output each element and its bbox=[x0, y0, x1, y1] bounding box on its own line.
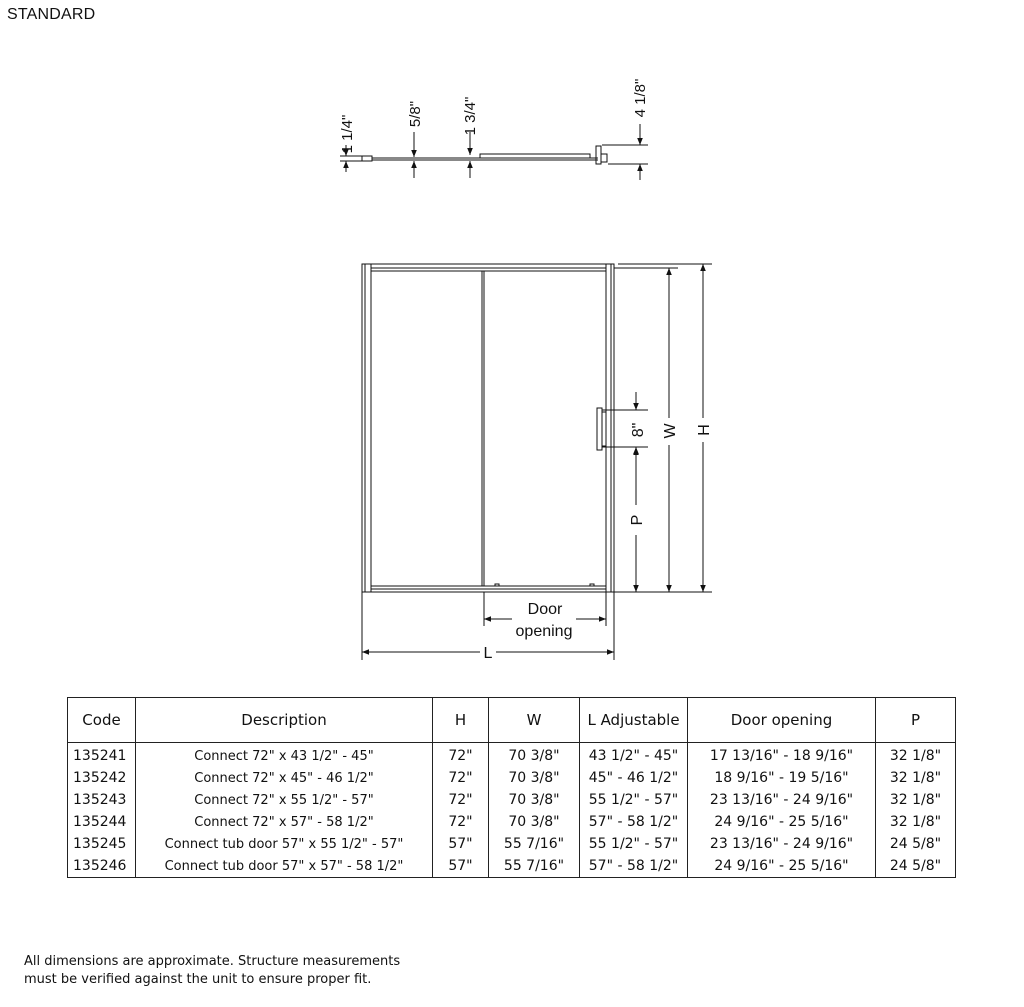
w-label: W bbox=[662, 423, 679, 439]
cell-h: 57" bbox=[433, 855, 489, 878]
dim-5-8-label: 5/8" bbox=[407, 100, 424, 128]
cell-description: Connect 72" x 55 1/2" - 57" bbox=[136, 789, 433, 811]
cell-w: 70 3/8" bbox=[489, 789, 580, 811]
cell-door-opening: 23 13/16" - 24 9/16" bbox=[688, 789, 876, 811]
cell-w: 55 7/16" bbox=[489, 833, 580, 855]
cell-p: 24 5/8" bbox=[876, 833, 956, 855]
disclaimer-line-1: All dimensions are approximate. Structure measurements bbox=[24, 954, 401, 969]
cell-description: Connect 72" x 43 1/2" - 45" bbox=[136, 743, 433, 768]
cell-l: 45" - 46 1/2" bbox=[580, 767, 688, 789]
cell-description: Connect 72" x 57" - 58 1/2" bbox=[136, 811, 433, 833]
cell-l: 55 1/2" - 57" bbox=[580, 833, 688, 855]
cell-p: 32 1/8" bbox=[876, 743, 956, 768]
door-opening-label-line1: Door bbox=[527, 601, 563, 618]
cell-l: 43 1/2" - 45" bbox=[580, 743, 688, 768]
cell-w: 70 3/8" bbox=[489, 767, 580, 789]
cell-description: Connect tub door 57" x 57" - 58 1/2" bbox=[136, 855, 433, 878]
page-title: STANDARD bbox=[7, 6, 96, 23]
cell-w: 55 7/16" bbox=[489, 855, 580, 878]
disclaimer-line-2: must be verified against the unit to ensure proper fit. bbox=[24, 972, 372, 987]
cell-code: 135241 bbox=[68, 743, 136, 768]
handle-profile bbox=[596, 146, 601, 164]
cell-code: 135245 bbox=[68, 833, 136, 855]
dim-4-1-8-label: 4 1/8" bbox=[632, 78, 649, 118]
cell-code: 135244 bbox=[68, 811, 136, 833]
header-h: H bbox=[433, 698, 489, 743]
top-rail bbox=[371, 268, 606, 271]
cell-p: 32 1/8" bbox=[876, 767, 956, 789]
cell-door-opening: 24 9/16" - 25 5/16" bbox=[688, 811, 876, 833]
cell-code: 135246 bbox=[68, 855, 136, 878]
door-panel-profile bbox=[480, 154, 590, 158]
dim-1-1-4-label: 1 1/4" bbox=[339, 114, 356, 154]
table-row bbox=[68, 855, 956, 878]
top-view bbox=[340, 124, 648, 180]
cell-p: 32 1/8" bbox=[876, 811, 956, 833]
left-profile bbox=[362, 156, 372, 161]
cell-h: 72" bbox=[433, 767, 489, 789]
cell-h: 72" bbox=[433, 811, 489, 833]
door-handle bbox=[597, 408, 602, 450]
header-l-adjustable: L Adjustable bbox=[580, 698, 688, 743]
table-row bbox=[68, 789, 956, 811]
dim-1-3-4-label: 1 3/4" bbox=[462, 96, 479, 136]
door-opening-label-line2: opening bbox=[515, 623, 573, 640]
cell-w: 70 3/8" bbox=[489, 811, 580, 833]
cell-p: 32 1/8" bbox=[876, 789, 956, 811]
cell-code: 135243 bbox=[68, 789, 136, 811]
handle-height-label: 8" bbox=[630, 422, 647, 438]
header-w: W bbox=[489, 698, 580, 743]
p-label: P bbox=[629, 514, 646, 526]
table-row bbox=[68, 743, 956, 768]
cell-h: 72" bbox=[433, 743, 489, 768]
cell-p: 24 5/8" bbox=[876, 855, 956, 878]
table-row bbox=[68, 767, 956, 789]
right-wall-jamb bbox=[606, 264, 614, 592]
cell-h: 57" bbox=[433, 833, 489, 855]
cell-description: Connect 72" x 45" - 46 1/2" bbox=[136, 767, 433, 789]
left-wall-jamb bbox=[362, 264, 371, 592]
header-door-opening: Door opening bbox=[688, 698, 876, 743]
table-row bbox=[68, 833, 956, 855]
header-p: P bbox=[876, 698, 956, 743]
disclaimer-note bbox=[24, 953, 400, 989]
table-row bbox=[68, 811, 956, 833]
cell-w: 70 3/8" bbox=[489, 743, 580, 768]
cell-door-opening: 18 9/16" - 19 5/16" bbox=[688, 767, 876, 789]
cell-door-opening: 24 9/16" - 25 5/16" bbox=[688, 855, 876, 878]
h-label: H bbox=[696, 424, 713, 436]
cell-l: 55 1/2" - 57" bbox=[580, 789, 688, 811]
cell-l: 57" - 58 1/2" bbox=[580, 855, 688, 878]
cell-h: 72" bbox=[433, 789, 489, 811]
table-header-row bbox=[68, 698, 956, 743]
cell-description: Connect tub door 57" x 55 1/2" - 57" bbox=[136, 833, 433, 855]
cell-door-opening: 17 13/16" - 18 9/16" bbox=[688, 743, 876, 768]
header-description: Description bbox=[136, 698, 433, 743]
cell-code: 135242 bbox=[68, 767, 136, 789]
cell-door-opening: 23 13/16" - 24 9/16" bbox=[688, 833, 876, 855]
spec-table bbox=[67, 697, 956, 878]
cell-l: 57" - 58 1/2" bbox=[580, 811, 688, 833]
header-code: Code bbox=[68, 698, 136, 743]
l-label: L bbox=[483, 645, 493, 662]
